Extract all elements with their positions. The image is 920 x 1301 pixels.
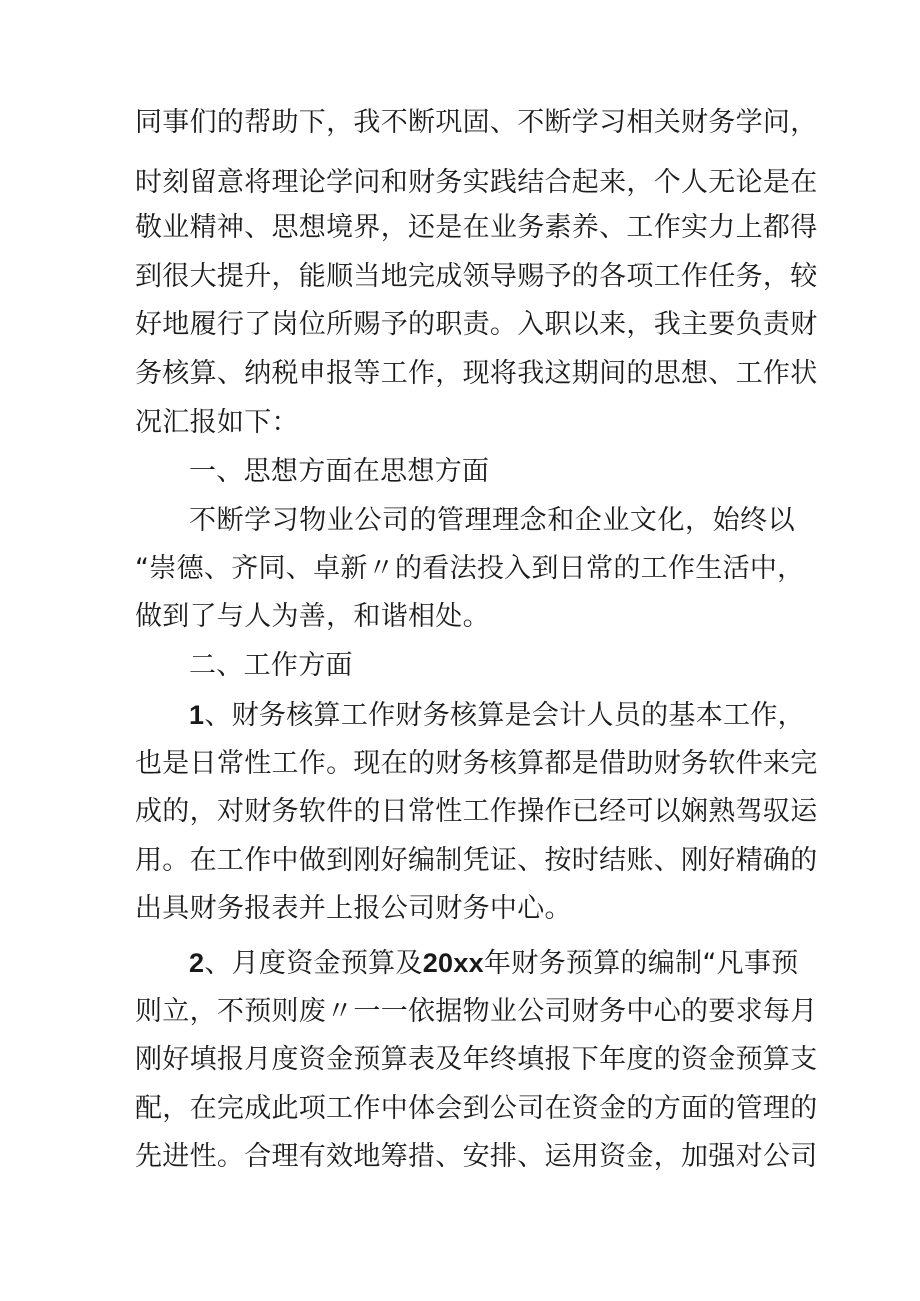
item-2-number: 2 [189,948,205,978]
paragraph-line: 不断学习物业公司的管理理念和企业文化，始终以 [189,505,795,536]
paragraph-line: 出具财务报表并上报公司财务中心。 [135,893,572,924]
item-1-text: 、财务核算工作财务核算是会计人员的基本工作， [204,700,805,731]
paragraph-line: 况汇报如下： [135,407,299,438]
paragraph-line: 成的，对财务软件的日常性工作操作已经可以娴熟驾驭运 [135,796,818,827]
paragraph-line: “崇德、齐同、卓新〃的看法投入到日常的工作生活中， [135,553,805,584]
item-2-text-a: 、月度资金预算及 [204,948,423,979]
paragraph-line: 配，在完成此项工作中体会到公司在资金的方面的管理的 [135,1093,818,1124]
item-1-first-line [189,695,805,735]
paragraph-line: 先进性。合理有效地筹措、安排、运用资金，加强对公司 [135,1141,818,1172]
item-2-text-b: 年财务预算的编制“凡事预 [484,948,799,979]
paragraph-line: 则立，不预则废〃一一依据物业公司财务中心的要求每月 [135,996,818,1027]
paragraph-line: 敬业精神、思想境界，还是在业务素养、工作实力上都得 [135,212,818,243]
paragraph-line: 到很大提升，能顺当地完成领导赐予的各项工作任务，较 [135,261,818,292]
paragraph-line: 刚好填报月度资金预算表及年终填报下年度的资金预算支 [135,1044,818,1075]
item-2-year: 20xx [422,948,484,978]
paragraph-line: 也是日常性工作。现在的财务核算都是借助财务软件来完 [135,748,818,779]
paragraph-line: 用。在工作中做到刚好编制凭证、按时结账、刚好精确的 [135,845,818,876]
paragraph-line: 时刻留意将理论学问和财务实践结合起来，个人无论是在 [135,167,818,198]
paragraph-line: 同事们的帮助下，我不断巩固、不断学习相关财务学问， [135,107,818,138]
paragraph-line: 务核算、纳税申报等工作，现将我这期间的思想、工作状 [135,358,818,389]
section-heading-thought: 一、思想方面在思想方面 [189,456,490,487]
paragraph-line: 好地履行了岗位所赐予的职责。入职以来，我主要负责财 [135,309,818,340]
section-heading-work: 二、工作方面 [189,650,353,681]
item-2-first-line [189,943,799,983]
paragraph-line: 做到了与人为善，和谐相处。 [135,601,490,632]
item-1-number: 1 [189,700,205,730]
